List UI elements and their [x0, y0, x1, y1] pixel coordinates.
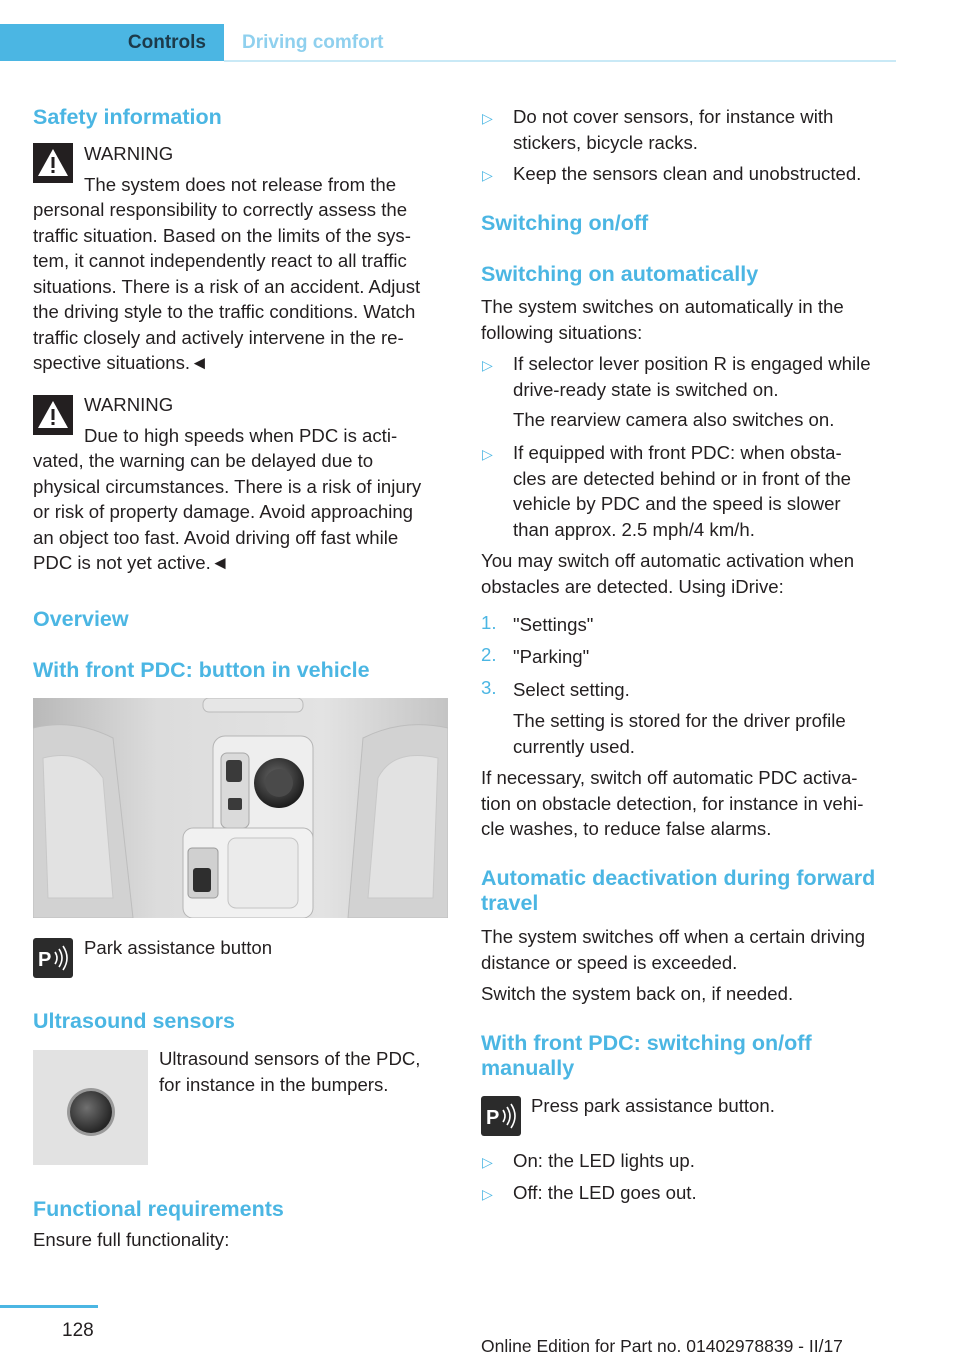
step-text: "Settings"	[513, 614, 594, 635]
functional-heading: Functional requirements	[33, 1197, 284, 1221]
chapter-label: Controls	[127, 32, 206, 53]
overview-heading: Overview	[33, 607, 129, 631]
manual-heading: With front PDC: switching on/off manually	[481, 1031, 812, 1080]
auto-deactivation-text: The system switches off when a certain driving distance or speed is exceeded.	[481, 926, 866, 973]
list-item: If equipped with front PDC: when obsta- cles are detected behind or in front of the vehicle by PDC and the speed is slower than approx. 2.5 mph/4 km/h.	[513, 442, 852, 540]
step-text: Select setting.	[513, 679, 630, 700]
press-text: Press park assistance button.	[531, 1095, 775, 1116]
warning-label: WARNING	[84, 394, 174, 415]
warning-text-first: Due to high speeds when PDC is acti-	[84, 425, 398, 446]
park-assist-icon	[481, 1096, 521, 1136]
warning-text-1: personal responsibility to correctly assess the traffic situation. Based on the limits of the sys- tem, it cannot independently react to all traffic situations. There is a risk of an accident. Adjust the driving style to the traffic conditions. Watch traffic closely and actively intervene in the re- spective situations.◄	[33, 199, 421, 373]
step-number: 3.	[481, 677, 497, 698]
step-number: 1.	[481, 612, 497, 633]
svg-text:P: P	[486, 1107, 500, 1129]
auto-on-heading: Switching on automatically	[481, 262, 759, 286]
ultrasound-sensor-photo	[33, 1050, 148, 1165]
step3-note: The setting is stored for the driver profile currently used.	[513, 710, 846, 757]
list-item: Off: the LED goes out.	[513, 1182, 697, 1203]
auto-deactivation-heading: Automatic deactivation during forward travel	[481, 866, 876, 915]
bullet-icon: ▷	[482, 357, 493, 373]
switching-heading: Switching on/off	[481, 211, 649, 235]
center-console-photo	[33, 698, 448, 918]
front-pdc-heading: With front PDC: button in vehicle	[33, 658, 370, 682]
button-caption: Park assistance button	[84, 937, 273, 958]
list-item: Do not cover sensors, for instance with stickers, bicycle racks.	[513, 106, 834, 153]
bullet-icon: ▷	[482, 167, 493, 183]
bullet-icon: ▷	[482, 110, 493, 126]
necessary-text: If necessary, switch off automatic PDC activa- tion on obstacle detection, for instance in vehi- cle washes, to reduce false alarms.	[481, 767, 864, 839]
step-text: "Parking"	[513, 646, 590, 667]
warning-icon	[33, 395, 73, 435]
page-number: 128	[62, 1320, 94, 1341]
warning-text-first: The system does not release from the	[84, 174, 397, 195]
park-assist-icon	[33, 938, 73, 978]
bullet-icon: ▷	[482, 446, 493, 462]
safety-heading: Safety information	[33, 105, 222, 129]
ultrasound-text: Ultrasound sensors of the PDC, for instance in the bumpers.	[159, 1048, 421, 1095]
bullet-icon: ▷	[482, 1186, 493, 1202]
list-item: On: the LED lights up.	[513, 1150, 695, 1171]
warning-label: WARNING	[84, 143, 174, 164]
switch-off-text: You may switch off automatic activation when obstacles are detected. Using iDrive:	[481, 550, 855, 597]
ultrasound-heading: Ultrasound sensors	[33, 1009, 235, 1033]
edition-text: Online Edition for Part no. 01402978839 - II/17	[481, 1336, 843, 1356]
step-number: 2.	[481, 644, 497, 665]
warning-icon	[33, 143, 73, 183]
section-title: Driving comfort	[242, 32, 384, 53]
header-rule	[224, 60, 896, 62]
list-item: Keep the sensors clean and unobstructed.	[513, 163, 862, 184]
functional-text: Ensure full functionality:	[33, 1229, 230, 1250]
switch-back-text: Switch the system back on, if needed.	[481, 983, 794, 1004]
bullet-icon: ▷	[482, 1154, 493, 1170]
svg-text:P: P	[38, 949, 52, 971]
footer-rule	[0, 1305, 98, 1308]
rearview-note: The rearview camera also switches on.	[513, 409, 835, 430]
auto-on-text: The system switches on automatically in the following situations:	[481, 296, 844, 343]
warning-text-2: vated, the warning can be delayed due to physical circumstances. There is a risk of injury or risk of property damage. Avoid approaching an object too fast. Avoid driving off fast while PDC is not yet active.◄	[33, 450, 422, 573]
list-item: If selector lever position R is engaged while drive-ready state is switched on.	[513, 353, 871, 400]
chapter-tab	[0, 24, 224, 61]
